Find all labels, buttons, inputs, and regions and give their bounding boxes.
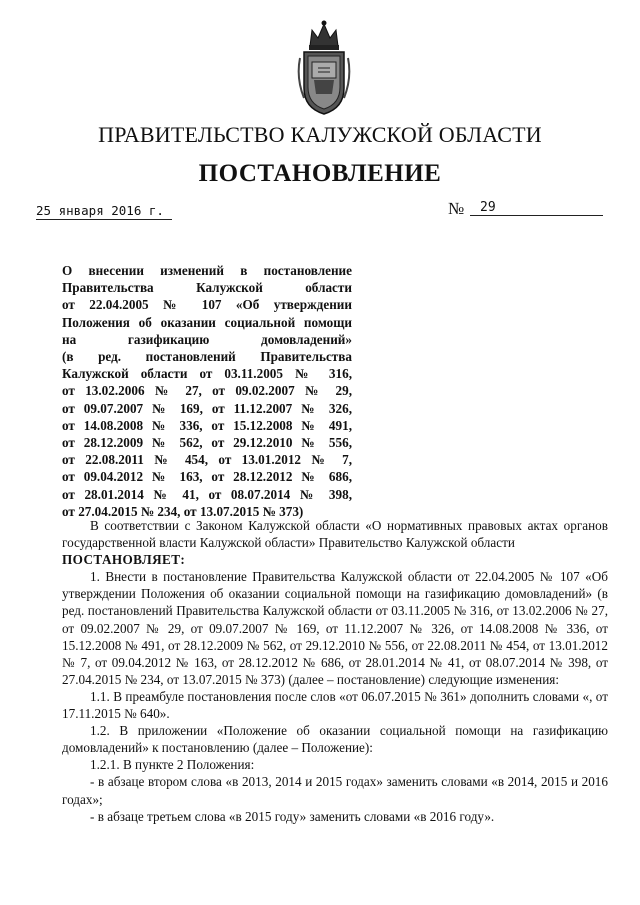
document-date: 25 января 2016 г. (36, 203, 172, 220)
subject-line: от 14.08.2008 № 336, от 15.12.2008 № 491, (62, 417, 352, 433)
government-title: ПРАВИТЕЛЬСТВО КАЛУЖСКОЙ ОБЛАСТИ (98, 122, 542, 147)
subject-line: от 13.02.2006 № 27, от 09.02.2007 № 29, (62, 383, 352, 399)
subject-line: от 27.04.2015 № 234, от 13.07.2015 № 373) (62, 503, 304, 519)
clause-1-2-1: 1.2.1. В пункте 2 Положения: (90, 757, 255, 773)
subject-line: от 09.04.2012 № 163, от 28.12.2012 № 686, (62, 469, 352, 485)
document-type-heading: ПОСТАНОВЛЕНИЕ (198, 160, 442, 187)
clause-1-2: 1.2. В приложении «Положение об оказании социальной помощи на газификацию домовладений» к постановлению (далее – Положение): (62, 723, 608, 756)
subject-line: Правительства Калужской области (62, 280, 352, 296)
subject-line: от 09.07.2007 № 169, от 11.12.2007 № 326, (62, 400, 352, 416)
clause-1: 1. Внести в постановление Правительства Калужской области от 22.04.2005 № 107 «Об утверждении Положения об оказании социальной помощи на газификацию домовладений» (в ред. постановлений Правительства Калужской области от 03.11.2005 № 316, от 13.02.2006 № 27, от 09.02.2007 № 29, от 09.07.2007 № 169, от 11.12.2007 № 326, от 14.08.2008 № 336, от 15.12.2008 № 491, от 28.12.2009 № 562, от 29.12.2010 № 556, от 22.08.2011 № 454, от 13.01.2012 № 7, от 09.04.2012 № 163, от 28.12.2012 № 686, от 28.01.2014 № 41, от 08.07.2014 № 398, от 27.04.2015 № 234, от 13.07.2015 № 373) (далее – постановление) следующие изменения: (62, 569, 608, 687)
subject-line: (в ред. постановлений Правительства (62, 349, 352, 365)
number-sign: № (448, 199, 465, 218)
subject-line: от 28.01.2014 № 41, от 08.07.2014 № 398, (62, 486, 352, 502)
subject-line: Калужской области от 03.11.2005 № 316, (62, 366, 352, 382)
subject-line: от 22.08.2011 № 454, от 13.01.2012 № 7, (62, 452, 352, 468)
document-subject (62, 262, 352, 520)
subject-line: на газификацию домовладений» (62, 331, 352, 347)
subject-line: от 28.12.2009 № 562, от 29.12.2010 № 556, (62, 435, 352, 451)
document-body (62, 517, 608, 825)
dash-item-1: - в абзаце втором слова «в 2013, 2014 и 2015 годах» заменить словами «в 2014, 2015 и 2016 годах»; (62, 774, 608, 807)
intro-paragraph: В соответствии с Законом Калужской области «О нормативных правовых актах органов государственной власти Калужской области» Правительство Калужской области (62, 518, 608, 551)
decree-word: ПОСТАНОВЛЯЕТ: (62, 552, 186, 568)
coat-of-arms-emblem (296, 18, 352, 116)
clause-1-1: 1.1. В преамбуле постановления после слов «от 06.07.2015 № 361» дополнить словами «, от 17.11.2015 № 640». (62, 688, 608, 722)
document-number: 29 (470, 200, 603, 216)
dash-item-2: - в абзаце третьем слова «в 2015 году» заменить словами «в 2016 году». (90, 808, 495, 824)
subject-line: О внесении изменений в постановление (62, 263, 352, 278)
subject-line: от 22.04.2005 № 107 «Об утверждении (62, 297, 352, 313)
document-number-block (448, 199, 603, 221)
subject-line: Положения об оказании социальной помощи (62, 314, 352, 330)
